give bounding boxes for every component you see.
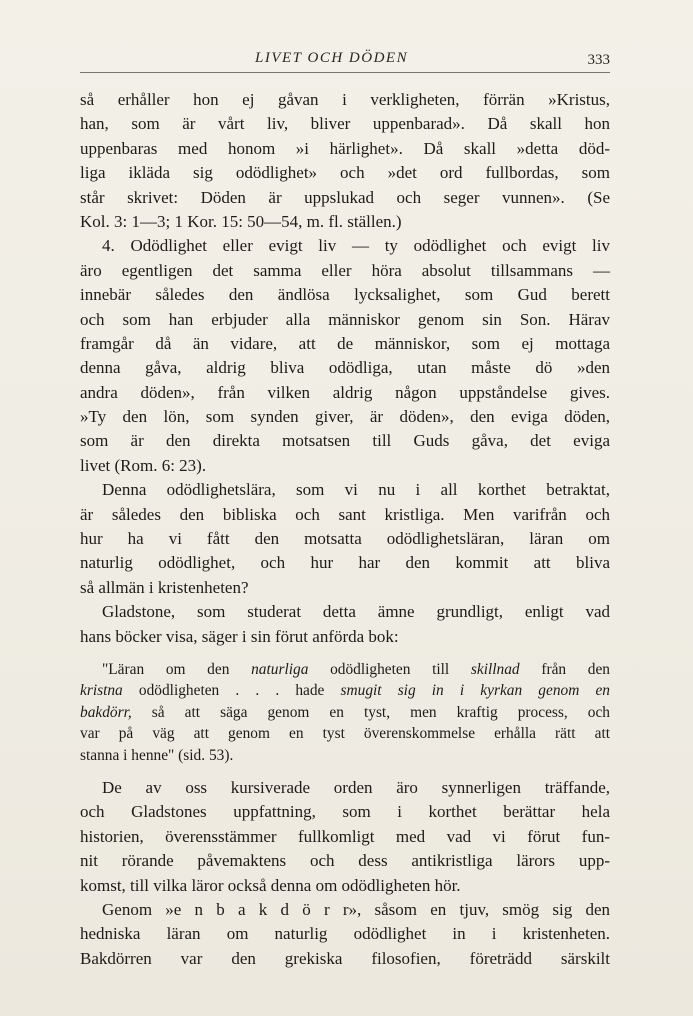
text-line: Denna odödlighetslära, som vi nu i all korthet betraktat, bbox=[102, 480, 610, 500]
text-line: som är den direkta motsatsen till Guds gåva, det eviga bbox=[80, 431, 610, 451]
text-line: 4. Odödlighet eller evigt liv — ty odödlighet och evigt liv bbox=[102, 236, 610, 256]
text-line: Kol. 3: 1—3; 1 Kor. 15: 50—54, m. fl. ställen.) bbox=[80, 211, 402, 231]
quote-line bbox=[80, 702, 610, 723]
text-line: Bakdörren var den grekiska filosofien, företrädd särskilt bbox=[80, 948, 610, 968]
quote-italic: bakdörr, bbox=[80, 703, 132, 721]
quote-line bbox=[80, 680, 610, 701]
quote-text: från den bbox=[519, 660, 610, 678]
quote-line: var på väg att genom en tyst överenskommelse erhålla rätt att bbox=[80, 725, 610, 743]
text-line: står skrivet: Döden är uppslukad och seger vunnen». (Se bbox=[80, 187, 610, 207]
text-line: »Ty den lön, som synden giver, är döden», den eviga döden, bbox=[80, 407, 610, 427]
text-line: hans böcker visa, säger i sin förut anförda bok: bbox=[80, 626, 399, 646]
text-line: naturlig odödlighet, och hur har den kommit att bliva bbox=[80, 553, 610, 573]
text-line: och som han erbjuder alla människor genom sin Son. Härav bbox=[80, 309, 610, 329]
block-quote bbox=[80, 659, 610, 766]
text-line: så erhåller hon ej gåvan i verkligheten, förrän »Kristus, bbox=[80, 90, 610, 109]
page-header bbox=[80, 46, 610, 70]
text-line: uppenbaras med honom »i härlighet». Då skall »detta död- bbox=[80, 138, 610, 158]
text-line: denna gåva, aldrig bliva odödliga, utan måste dö »den bbox=[80, 358, 610, 378]
text-line: hur ha vi fått den motsatta odödlighetsläran, läran om bbox=[80, 529, 610, 549]
text-line: livet (Rom. 6: 23). bbox=[80, 455, 207, 475]
quote-text: så att säga genom en tyst, men kraftig process, och bbox=[131, 703, 610, 721]
quote-italic: smugit sig in i kyrkan genom en bbox=[340, 682, 610, 700]
text-line: innebär således den ändlösa lycksalighet, som Gud berett bbox=[80, 285, 610, 305]
text-line: och Gladstones uppfattning, som i korthet berättar hela bbox=[80, 802, 610, 822]
text-line: De av oss kursiverade orden äro synnerligen träffande, bbox=[102, 777, 610, 797]
text-line: Gladstone, som studerat detta ämne grundligt, enligt vad bbox=[102, 602, 610, 622]
text-line: är således den bibliska och sant kristliga. Men varifrån och bbox=[80, 504, 610, 524]
text-line: andra döden», från vilken aldrig någon uppståndelse gives. bbox=[80, 382, 610, 402]
quote-italic: naturliga bbox=[251, 660, 309, 678]
text-line: hedniska läran om naturlig odödlighet in i kristenheten. bbox=[80, 924, 610, 944]
page-number: 333 bbox=[587, 52, 610, 68]
text-line: han, som är vårt liv, bliver uppenbarad». Då skall hon bbox=[80, 114, 610, 134]
paragraph-4 bbox=[80, 600, 610, 649]
text-line: så allmän i kristenheten? bbox=[80, 577, 249, 597]
paragraph-2 bbox=[80, 234, 610, 478]
quote-line: stanna i henne" (sid. 53). bbox=[80, 746, 234, 764]
text-line: liga ikläda sig odödlighet» och »det ord fullbordas, som bbox=[80, 163, 610, 183]
text-line: Genom »e n b a k d ö r r», såsom en tjuv, smög sig den bbox=[102, 899, 610, 919]
quote-italic: kristna bbox=[80, 682, 123, 700]
text-line: nit rörande påvemaktens och dess antikristliga lärors upp- bbox=[80, 851, 610, 871]
paragraph-6 bbox=[80, 898, 610, 971]
header-rule bbox=[80, 72, 610, 73]
quote-italic: skillnad bbox=[470, 660, 520, 678]
text-line: historien, överensstämmer fullkomligt med vad vi förut fun- bbox=[80, 826, 610, 846]
text-line: komst, till vilka läror också denna om odödligheten hör. bbox=[80, 875, 461, 895]
quote-line bbox=[80, 659, 610, 680]
running-head: LIVET OCH DÖDEN bbox=[255, 50, 409, 66]
text-line: äro egentligen det samma eller höra absolut tillsammans — bbox=[80, 260, 610, 280]
quote-text: "Läran om den bbox=[102, 660, 252, 678]
quote-text: odödligheten till bbox=[308, 660, 471, 678]
paragraph-1 bbox=[80, 88, 610, 234]
text-line: framgår då än vidare, att de människor, som ej mottaga bbox=[80, 333, 610, 353]
paragraph-3 bbox=[80, 478, 610, 600]
quote-text: odödligheten . . . hade bbox=[122, 682, 341, 700]
paragraph-5 bbox=[80, 776, 610, 898]
body-text bbox=[80, 88, 610, 971]
